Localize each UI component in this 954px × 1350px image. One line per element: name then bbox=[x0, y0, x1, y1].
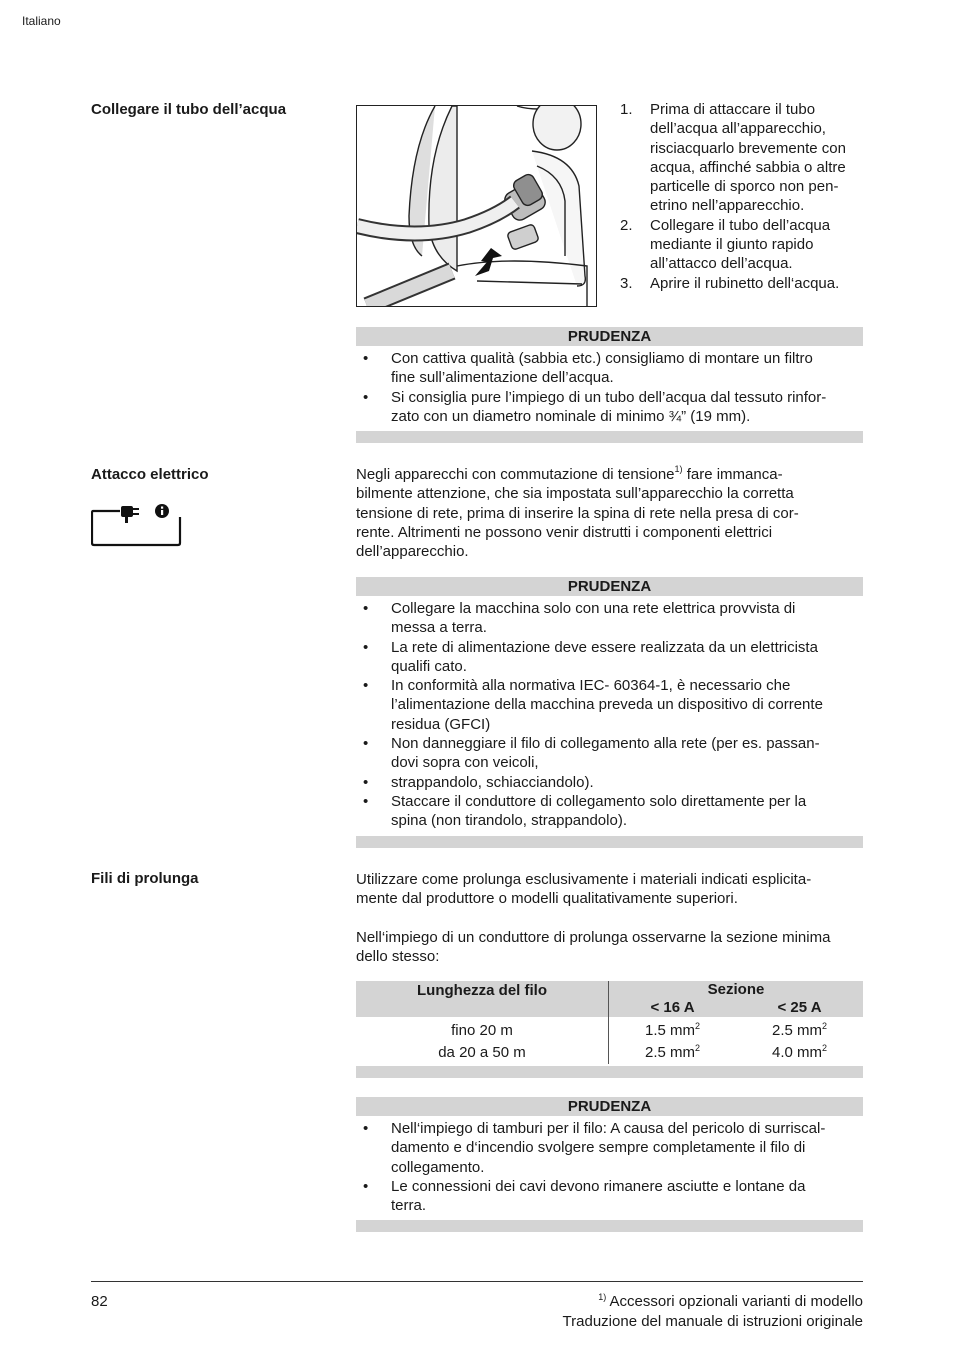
caution-item: • La rete di alimentazione deve essere realizzata da un elettricista qualifi cato. bbox=[356, 638, 863, 677]
caution-item: • Staccare il conduttore di collegamento solo direttamente per la spina (non tirandolo, strappandolo). bbox=[356, 792, 863, 831]
step-item: 2. Collegare il tubo dell’acqua mediante il giunto rapido all’attacco dell’acqua. bbox=[620, 216, 831, 273]
caution-box-electrical bbox=[356, 577, 863, 848]
caution-item: • Le connessioni dei cavi devono rimanere asciutte e lontane da terra. bbox=[356, 1177, 863, 1216]
table-row: da 20 a 50 m 2.5 $mm^2$ 4.0 $mm^2$ bbox=[356, 1042, 863, 1064]
footnote-optional-accessories: $^{1)}$ Accessori opzionali varianti di modello bbox=[598, 1292, 863, 1310]
caution-header: PRUDENZA bbox=[356, 577, 863, 596]
caution-footer-bar bbox=[356, 431, 863, 443]
caution-item: • strappandolo, schiacciandolo). bbox=[356, 773, 863, 792]
page-number: 82 bbox=[91, 1293, 108, 1310]
caution-item: • Si consiglia pure l’impiego di un tubo dell’acqua dal tessuto rinfor- zato con un diametro nominale di minimo ¾” (19 mm). bbox=[356, 388, 863, 427]
caution-header: PRUDENZA bbox=[356, 327, 863, 346]
extension-paragraph-1: Utilizzare come prolunga esclusivamente i materiali indicati esplicita- mente dal produttore o modelli qualitativamente superiori. bbox=[356, 871, 812, 908]
step-item: 3. Aprire il rubinetto dell‘acqua. bbox=[620, 274, 840, 292]
hose-connection-illustration bbox=[356, 105, 597, 307]
translation-note: Traduzione del manuale di istruzioni originale bbox=[562, 1313, 863, 1330]
table-header-length: Lunghezza del filo bbox=[356, 981, 609, 1017]
caution-item: • Con cattiva qualità (sabbia etc.) consigliamo di montare un filtro fine sull’alimentazione dell’acqua. bbox=[356, 349, 863, 388]
section-title-extension: Fili di prolunga bbox=[91, 870, 199, 887]
caution-footer-bar bbox=[356, 836, 863, 848]
caution-item: • In conformità alla normativa IEC- 60364-1, è necessario che l’alimentazione della macchina preveda un dispositivo di corrente residua (GFCI) bbox=[356, 676, 863, 734]
language-label: Italiano bbox=[22, 14, 61, 28]
cross-section-table-block bbox=[356, 981, 863, 1078]
electrical-paragraph: Negli apparecchi con commutazione di tensione$^{1)}$ fare immanca- bilmente attenzione, che sia impostata sull’apparecchio la corretta tensione di rete, prima di inserire la spina di rete nella presa di cor- rente. Altrimenti ne possono venir distrutti i componenti elettrici dell’apparecchio. bbox=[356, 464, 799, 561]
plug-info-icon bbox=[91, 503, 183, 547]
caution-box-water bbox=[356, 327, 863, 443]
table-row: fino 20 m 1.5 $mm^2$ 2.5 $mm^2$ bbox=[356, 1017, 863, 1042]
table-header-section: Sezione bbox=[609, 981, 864, 999]
footer-rule bbox=[91, 1281, 863, 1282]
caution-header: PRUDENZA bbox=[356, 1097, 863, 1116]
caution-item: • Nell‘impiego di tamburi per il filo: A causa del pericolo di surriscal- damento e d‘incendio svolgere sempre completamente il filo di collegamento. bbox=[356, 1119, 863, 1177]
section-title-water-hose: Collegare il tubo dell’acqua bbox=[91, 101, 287, 118]
caution-item: • Non danneggiare il filo di collegamento alla rete (per es. passan- dovi sopra con veicoli, bbox=[356, 734, 863, 773]
table-subheader-16a: < 16 A bbox=[609, 999, 737, 1017]
caution-box-extension bbox=[356, 1097, 863, 1232]
table-footer-bar bbox=[356, 1066, 863, 1078]
step-item: 1. Prima di attaccare il tubo dell’acqua all’apparecchio, risciacquarlo brevemente con acqua, affinché sabbia o altre particelle di sporco non pen- etrino nell’apparecchio. bbox=[620, 101, 846, 215]
caution-footer-bar bbox=[356, 1220, 863, 1232]
extension-paragraph-2: Nell‘impiego di un conduttore di prolunga osservarne la sezione minima dello stesso: bbox=[356, 929, 831, 966]
caution-item: • Collegare la macchina solo con una rete elettrica provvista di messa a terra. bbox=[356, 599, 863, 638]
table-subheader-25a: < 25 A bbox=[736, 999, 863, 1017]
hose-steps-list bbox=[620, 100, 865, 293]
section-title-electrical: Attacco elettrico bbox=[91, 466, 209, 483]
cross-section-table bbox=[356, 981, 863, 1064]
